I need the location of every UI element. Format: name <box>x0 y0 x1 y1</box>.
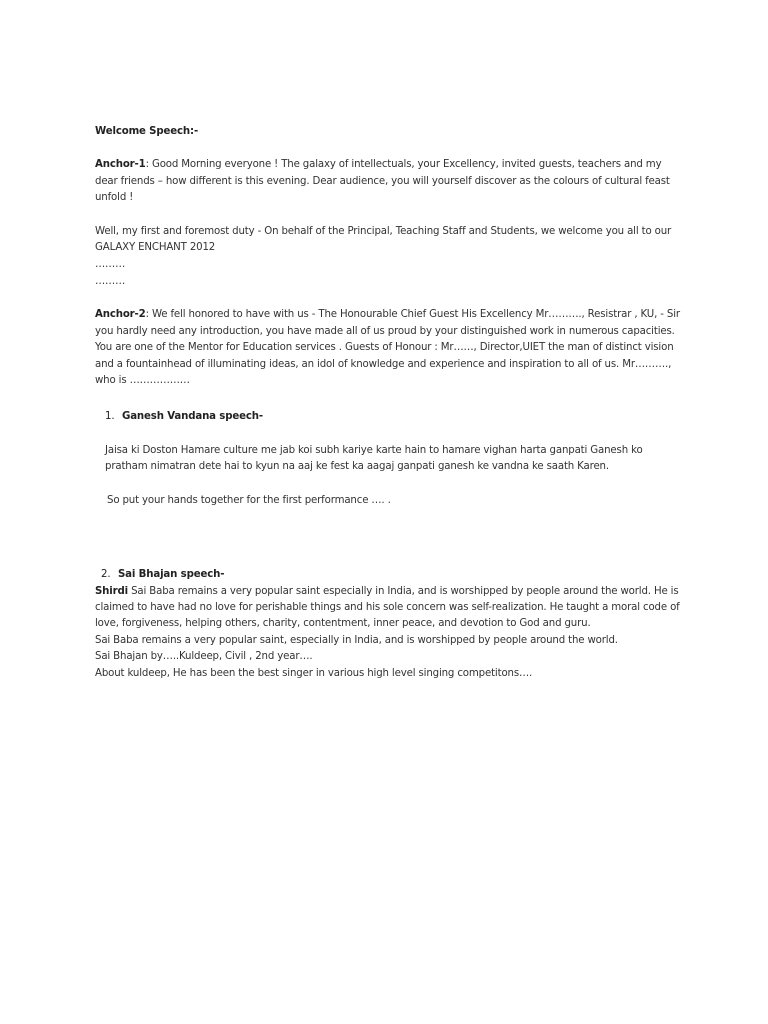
ganesh-vandana-paragraph: Jaisa ki Doston Hamare culture me jab koi subh kariye karte hain to hamare vighan harta ganpati Ganesh ko pratham nimatran dete hai to kyun na aaj ke fest ka aagaj ganpati ganesh ke vandna ke saath Karen. <box>105 444 643 473</box>
anchor-1-label: Anchor-1 <box>95 159 146 171</box>
shirdi-lead-word: Shirdi <box>95 585 128 597</box>
anchor-2-label: Anchor-2 <box>95 309 146 321</box>
anchor-2-text: : We fell honored to have with us - The Honourable Chief Guest His Excellency Mr………., Resistrar , KU, - Sir you hardly need any introduction, you have made all of us proud by your distinguished work in numerous capacities. You are one of the Mentor for Education services . Guests of Honour : Mr……, Director,UIET the man of distinct vision and a fountainhead of illuminating ideas, an idol of knowledge and experience and inspiration to all of us. Mr………., who is ……………… <box>95 309 680 387</box>
kuldeep-intro-line: About kuldeep, He has been the best singer in various high level singing competitons…. <box>95 667 533 679</box>
anchor-1-paragraph <box>95 157 685 206</box>
sai-baba-line: Sai Baba remains a very popular saint, especially in India, and is worshipped by people around the world. <box>95 634 618 646</box>
first-performance-line: So put your hands together for the first performance …. . <box>107 494 391 506</box>
welcome-duty-paragraph: Well, my first and foremost duty - On behalf of the Principal, Teaching Staff and Students, we welcome you all to our GALAXY ENCHANT 2012 <box>95 225 672 254</box>
ellipsis-line-2: ……… <box>95 276 126 288</box>
ellipsis-line-1: ……… <box>95 259 126 271</box>
sai-bhajan-paragraph <box>95 584 685 633</box>
sai-bhajan-heading <box>95 567 685 583</box>
anchor-2-paragraph <box>95 307 685 389</box>
sai-bhajan-text: Sai Baba remains a very popular saint especially in India, and is worshipped by people around the world. He is claimed to have had no love for perishable things and his sole concern was self-realization. He taught a moral code of love, forgiveness, helping others, charity, contentment, inner peace, and devotion to God and guru. <box>95 585 680 630</box>
sai-bhajan-performer-line: Sai Bhajan by…..Kuldeep, Civil , 2nd year…. <box>95 651 313 663</box>
anchor-1-text: : Good Morning everyone ! The galaxy of intellectuals, your Excellency, invited guests, teachers and my dear friends – how different is this evening. Dear audience, you will yourself discover as the colours of cultural feast unfold ! <box>95 159 670 204</box>
section-2-number: 2. <box>101 569 111 581</box>
welcome-speech-heading: Welcome Speech:- <box>95 126 199 137</box>
section-1-number: 1. <box>105 411 115 423</box>
section-1-title: Ganesh Vandana speech- <box>122 411 263 423</box>
sai-bhajan-section <box>95 567 685 682</box>
document-page <box>95 124 685 682</box>
section-2-title: Sai Bhajan speech- <box>118 569 225 581</box>
ganesh-vandana-heading <box>95 409 685 425</box>
